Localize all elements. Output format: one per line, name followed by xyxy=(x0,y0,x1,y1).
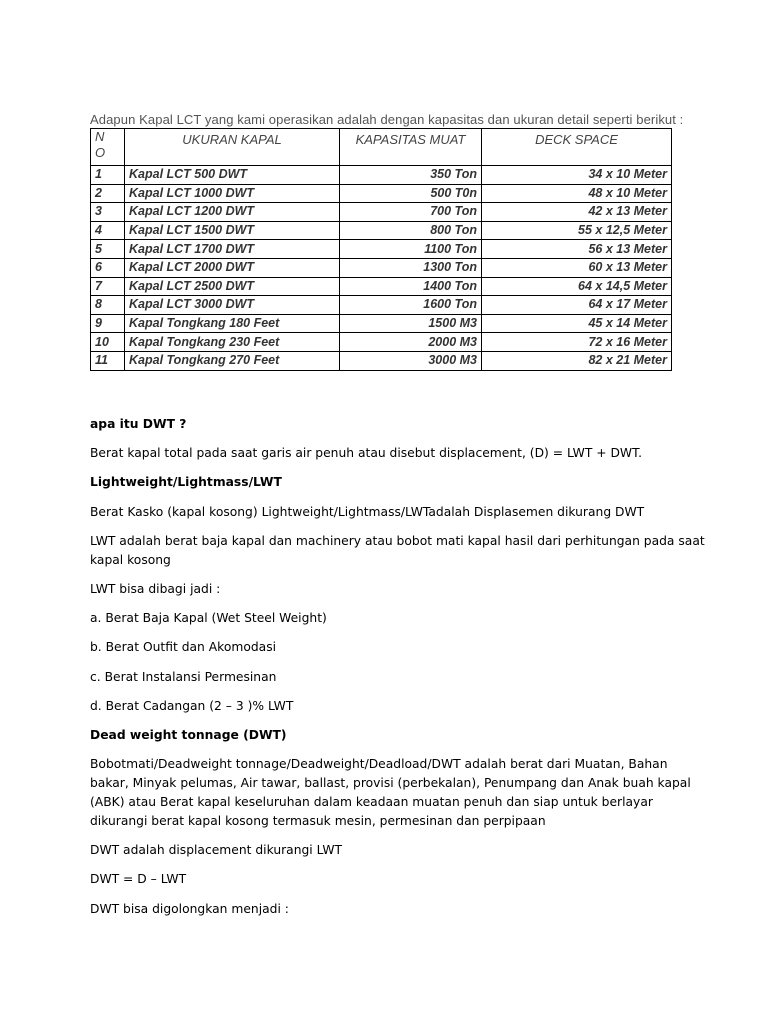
ship-size-cell: Kapal LCT 1000 DWT xyxy=(125,184,340,203)
paragraph: LWT adalah berat baja kapal dan machinery atau bobot mati kapal hasil dari perhitungan pada saat kapal kosong xyxy=(90,533,705,567)
paragraph: DWT adalah displacement dikurangi LWT xyxy=(90,843,343,858)
row-number-cell: 10 xyxy=(91,333,125,352)
ship-size-cell: Kapal Tongkang 180 Feet xyxy=(125,314,340,333)
list-item: c. Berat Instalansi Permesinan xyxy=(90,669,277,684)
header-deck-space: DECK SPACE xyxy=(482,129,672,166)
row-number-cell: 4 xyxy=(91,221,125,240)
capacity-cell: 1600 Ton xyxy=(340,296,482,315)
deck-space-cell: 64 x 14,5 Meter xyxy=(482,277,672,296)
paragraph: Bobotmati/Deadweight tonnage/Deadweight/Deadload/DWT adalah berat dari Muatan, Bahan bakar, Minyak pelumas, Air tawar, ballast, provisi (perbekalan), Penumpang dan Anak buah kapal (ABK) atau Berat kapal keseluruhan dalam keadaan muatan penuh dan siap untuk berlayar dikurangi berat kapal kosong termasuk mesin, permesinan dan perpipaan xyxy=(90,757,691,829)
table-row xyxy=(91,333,672,352)
article-body xyxy=(90,415,710,929)
row-number-cell: 8 xyxy=(91,296,125,315)
question-heading: apa itu DWT ? xyxy=(90,417,187,431)
capacity-cell: 1100 Ton xyxy=(340,240,482,259)
ship-size-cell: Kapal LCT 1500 DWT xyxy=(125,221,340,240)
list-item: a. Berat Baja Kapal (Wet Steel Weight) xyxy=(90,611,327,626)
capacity-cell: 800 Ton xyxy=(340,221,482,240)
capacity-cell: 2000 M3 xyxy=(340,333,482,352)
header-no: N O xyxy=(91,129,125,166)
deck-space-cell: 72 x 16 Meter xyxy=(482,333,672,352)
capacity-cell: 700 Ton xyxy=(340,203,482,222)
table-row xyxy=(91,277,672,296)
row-number-cell: 7 xyxy=(91,277,125,296)
row-number-cell: 1 xyxy=(91,166,125,185)
capacity-cell: 1500 M3 xyxy=(340,314,482,333)
row-number-cell: 11 xyxy=(91,351,125,370)
ship-size-cell: Kapal LCT 3000 DWT xyxy=(125,296,340,315)
deck-space-cell: 48 x 10 Meter xyxy=(482,184,672,203)
ship-spec-table xyxy=(90,128,672,371)
table-row xyxy=(91,240,672,259)
capacity-cell: 500 T0n xyxy=(340,184,482,203)
ship-size-cell: Kapal LCT 1200 DWT xyxy=(125,203,340,222)
deck-space-cell: 56 x 13 Meter xyxy=(482,240,672,259)
table-row xyxy=(91,351,672,370)
capacity-cell: 1300 Ton xyxy=(340,258,482,277)
intro-text: Adapun Kapal LCT yang kami operasikan adalah dengan kapasitas dan ukuran detail seperti berikut : xyxy=(90,112,684,127)
table-row xyxy=(91,184,672,203)
table-header-row xyxy=(91,129,672,166)
header-capacity: KAPASITAS MUAT xyxy=(340,129,482,166)
paragraph: Berat kapal total pada saat garis air penuh atau disebut displacement, (D) = LWT + DWT. xyxy=(90,446,643,461)
ship-size-cell: Kapal LCT 1700 DWT xyxy=(125,240,340,259)
ship-size-cell: Kapal LCT 2500 DWT xyxy=(125,277,340,296)
header-ship-size: UKURAN KAPAL xyxy=(125,129,340,166)
paragraph: DWT bisa digolongkan menjadi : xyxy=(90,901,289,916)
table-row xyxy=(91,314,672,333)
deck-space-cell: 45 x 14 Meter xyxy=(482,314,672,333)
table-row xyxy=(91,296,672,315)
section-heading-lwt: Lightweight/Lightmass/LWT xyxy=(90,475,282,490)
section-heading-dwt: Dead weight tonnage (DWT) xyxy=(90,727,287,742)
ship-size-cell: Kapal Tongkang 270 Feet xyxy=(125,351,340,370)
deck-space-cell: 55 x 12,5 Meter xyxy=(482,221,672,240)
row-number-cell: 6 xyxy=(91,258,125,277)
paragraph: LWT bisa dibagi jadi : xyxy=(90,581,221,596)
ship-size-cell: Kapal LCT 500 DWT xyxy=(125,166,340,185)
deck-space-cell: 64 x 17 Meter xyxy=(482,296,672,315)
row-number-cell: 3 xyxy=(91,203,125,222)
list-item: d. Berat Cadangan (2 – 3 )% LWT xyxy=(90,698,294,713)
list-item: b. Berat Outfit dan Akomodasi xyxy=(90,640,277,655)
capacity-cell: 1400 Ton xyxy=(340,277,482,296)
paragraph: Berat Kasko (kapal kosong) Lightweight/Lightmass/LWTadalah Displasemen dikurang DWT xyxy=(90,504,645,519)
row-number-cell: 2 xyxy=(91,184,125,203)
deck-space-cell: 60 x 13 Meter xyxy=(482,258,672,277)
table-row xyxy=(91,258,672,277)
deck-space-cell: 42 x 13 Meter xyxy=(482,203,672,222)
deck-space-cell: 82 x 21 Meter xyxy=(482,351,672,370)
capacity-cell: 350 Ton xyxy=(340,166,482,185)
table-row xyxy=(91,166,672,185)
deck-space-cell: 34 x 10 Meter xyxy=(482,166,672,185)
ship-size-cell: Kapal Tongkang 230 Feet xyxy=(125,333,340,352)
row-number-cell: 5 xyxy=(91,240,125,259)
row-number-cell: 9 xyxy=(91,314,125,333)
ship-size-cell: Kapal LCT 2000 DWT xyxy=(125,258,340,277)
formula: DWT = D – LWT xyxy=(90,872,187,887)
capacity-cell: 3000 M3 xyxy=(340,351,482,370)
table-row xyxy=(91,221,672,240)
table-row xyxy=(91,203,672,222)
